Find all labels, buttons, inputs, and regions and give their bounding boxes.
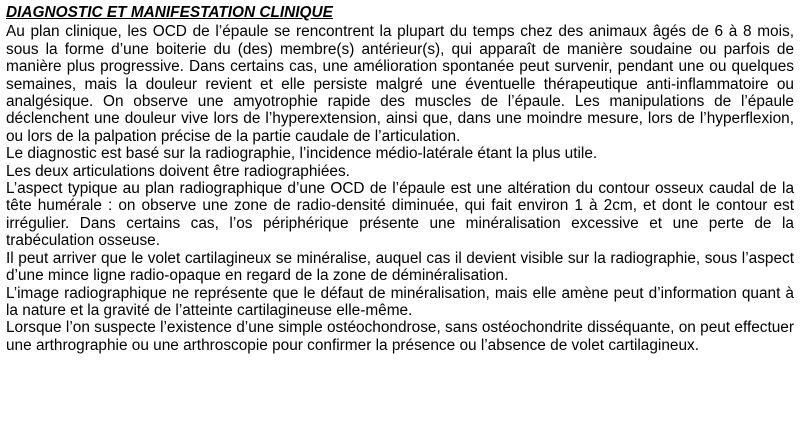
paragraph-clinical-signs: Au plan clinique, les OCD de l’épaule se rencontrent la plupart du temps chez des animaux âgés de 6 à 8 mois, sous la forme d’une boiterie du (des) membre(s) antérieur(s), qui apparaît de manière soudaine ou parfois de manière plus progressive. Dans certains cas, une amélioration spontanée peut survenir, pendant une ou quelques semaines, mais la douleur revient et elle persiste malgré une éventuelle thérapeutique anti-inflammatoire ou analgésique. On observe une amyotrophie rapide des muscles de l’épaule. Les manipulations de l’épaule déclenchent une douleur vive lors de l’hyperextension, ainsi que, dans une moindre mesure, lors de l’hyperflexion, ou lors de la palpation précise de la partie caudale de l’articulation.	[6, 23, 794, 145]
paragraph-mineralised-flap: Il peut arriver que le volet cartilagineux se minéralise, auquel cas il devient visible sur la radiographie, sous l’aspect d’une mince ligne radio-opaque en regard de la zone de déminéralisation.	[6, 249, 794, 285]
paragraph-radiographic-limits: L’image radiographique ne représente que le défaut de minéralisation, mais elle amène peut d’information quant à la nature et la gravité de l’atteinte cartilagineuse elle-même.	[6, 284, 794, 319]
paragraph-both-joints: Les deux articulations doivent être radiographiées.	[6, 162, 350, 180]
paragraph-radiographic-aspect: L’aspect typique au plan radiographique d’une OCD de l’épaule est une altération du contour osseux caudal de la tête humérale : on observe une zone de radio-densité diminuée, qui fait environ 1 à 2cm, et dont le contour est irrégulier. Dans certains cas, l’os périphérique présente une minéralisation excessive et une perte de la trabéculation osseuse.	[6, 180, 794, 250]
paragraph-arthrography: Lorsque l’on suspecte l’existence d’une simple ostéochondrose, sans ostéochondrite disséquante, on peut effectuer une arthrographie ou une arthroscopie pour confirmer la présence ou l’absence de volet cartilagineux.	[6, 319, 794, 354]
section-title: DIAGNOSTIC ET MANIFESTATION CLINIQUE	[6, 4, 333, 21]
paragraph-diagnosis: Le diagnostic est basé sur la radiographie, l’incidence médio-latérale étant la plus utile.	[6, 145, 598, 163]
